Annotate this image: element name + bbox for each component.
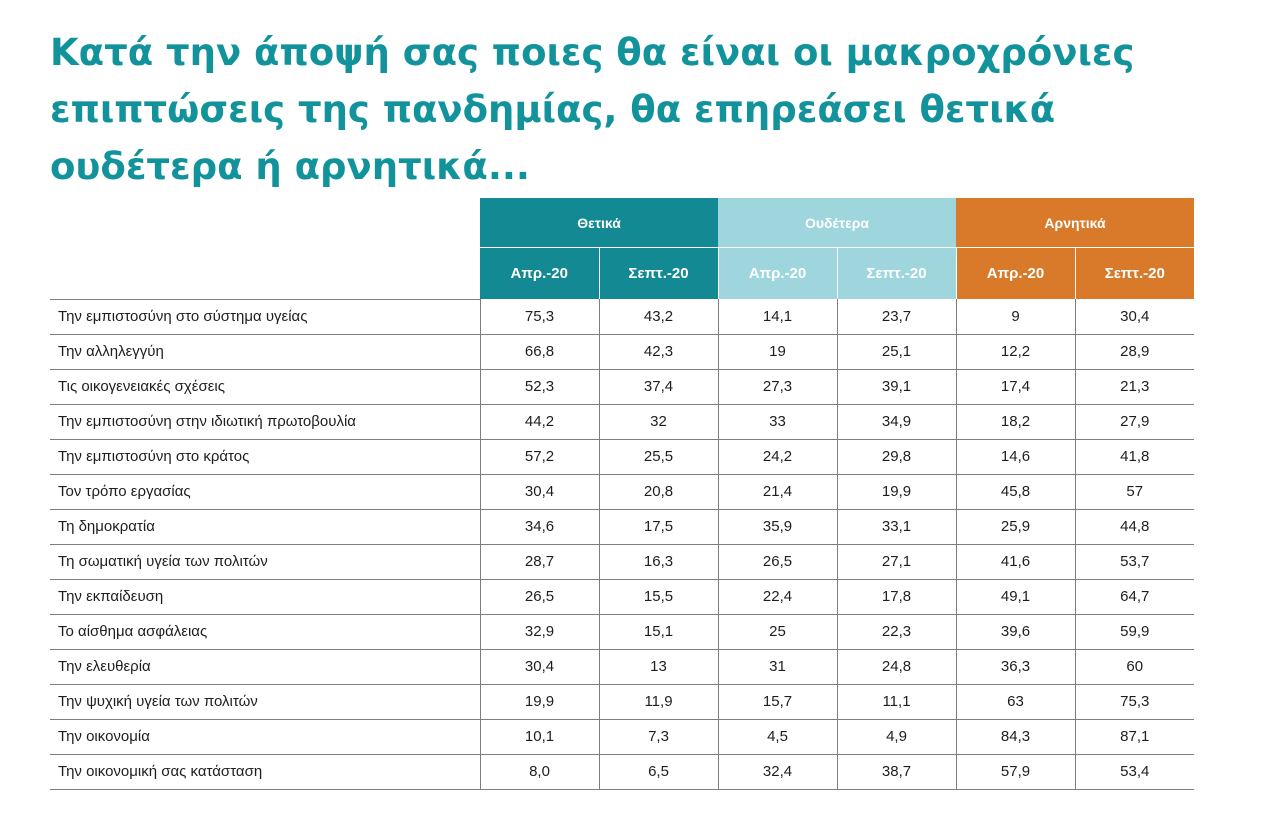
table-row <box>50 579 1194 614</box>
subheader-neutral-apr: Απρ.-20 <box>718 248 837 300</box>
value-cell: 17,4 <box>956 369 1075 404</box>
group-header-negative: Αρνητικά <box>956 198 1194 248</box>
value-cell: 34,6 <box>480 509 599 544</box>
value-cell: 33,1 <box>837 509 956 544</box>
value-cell: 24,8 <box>837 649 956 684</box>
value-cell: 25 <box>718 614 837 649</box>
row-label: Την ψυχική υγεία των πολιτών <box>50 684 480 719</box>
row-label: Το αίσθημα ασφάλειας <box>50 614 480 649</box>
table-row <box>50 649 1194 684</box>
subheader-negative-sep: Σεπτ.-20 <box>1075 248 1194 300</box>
value-cell: 25,9 <box>956 509 1075 544</box>
value-cell: 57,2 <box>480 439 599 474</box>
value-cell: 22,3 <box>837 614 956 649</box>
value-cell: 37,4 <box>599 369 718 404</box>
table-row <box>50 614 1194 649</box>
value-cell: 24,2 <box>718 439 837 474</box>
value-cell: 13 <box>599 649 718 684</box>
value-cell: 22,4 <box>718 579 837 614</box>
value-cell: 14,6 <box>956 439 1075 474</box>
value-cell: 28,7 <box>480 544 599 579</box>
value-cell: 53,7 <box>1075 544 1194 579</box>
value-cell: 39,1 <box>837 369 956 404</box>
value-cell: 36,3 <box>956 649 1075 684</box>
table-row <box>50 509 1194 544</box>
value-cell: 34,9 <box>837 404 956 439</box>
row-label: Την αλληλεγγύη <box>50 334 480 369</box>
value-cell: 29,8 <box>837 439 956 474</box>
subheader-positive-apr: Απρ.-20 <box>480 248 599 300</box>
value-cell: 11,9 <box>599 684 718 719</box>
table-row <box>50 299 1194 334</box>
value-cell: 33 <box>718 404 837 439</box>
value-cell: 26,5 <box>718 544 837 579</box>
table-body <box>50 299 1194 789</box>
value-cell: 15,1 <box>599 614 718 649</box>
value-cell: 30,4 <box>1075 299 1194 334</box>
value-cell: 25,1 <box>837 334 956 369</box>
row-label: Την οικονομία <box>50 719 480 754</box>
value-cell: 45,8 <box>956 474 1075 509</box>
row-label: Την ελευθερία <box>50 649 480 684</box>
table-row <box>50 754 1194 789</box>
value-cell: 30,4 <box>480 474 599 509</box>
value-cell: 27,1 <box>837 544 956 579</box>
value-cell: 26,5 <box>480 579 599 614</box>
value-cell: 52,3 <box>480 369 599 404</box>
value-cell: 27,9 <box>1075 404 1194 439</box>
value-cell: 49,1 <box>956 579 1075 614</box>
value-cell: 9 <box>956 299 1075 334</box>
subheader-neutral-sep: Σεπτ.-20 <box>837 248 956 300</box>
value-cell: 21,3 <box>1075 369 1194 404</box>
value-cell: 17,5 <box>599 509 718 544</box>
value-cell: 20,8 <box>599 474 718 509</box>
value-cell: 75,3 <box>480 299 599 334</box>
value-cell: 8,0 <box>480 754 599 789</box>
value-cell: 28,9 <box>1075 334 1194 369</box>
row-label: Την εμπιστοσύνη στο κράτος <box>50 439 480 474</box>
value-cell: 21,4 <box>718 474 837 509</box>
group-header-positive: Θετικά <box>480 198 718 248</box>
value-cell: 66,8 <box>480 334 599 369</box>
table-row <box>50 684 1194 719</box>
value-cell: 63 <box>956 684 1075 719</box>
row-label: Τον τρόπο εργασίας <box>50 474 480 509</box>
table-row <box>50 544 1194 579</box>
value-cell: 43,2 <box>599 299 718 334</box>
value-cell: 16,3 <box>599 544 718 579</box>
row-label: Τη σωματική υγεία των πολιτών <box>50 544 480 579</box>
value-cell: 60 <box>1075 649 1194 684</box>
row-label: Τη δημοκρατία <box>50 509 480 544</box>
page-title: Κατά την άποψή σας ποιες θα είναι οι μακροχρόνιες επιπτώσεις της πανδημίας, θα επηρεάσει θετικά ουδέτερα ή αρνητικά... <box>50 31 1135 188</box>
value-cell: 10,1 <box>480 719 599 754</box>
value-cell: 87,1 <box>1075 719 1194 754</box>
value-cell: 42,3 <box>599 334 718 369</box>
value-cell: 32 <box>599 404 718 439</box>
value-cell: 11,1 <box>837 684 956 719</box>
value-cell: 6,5 <box>599 754 718 789</box>
value-cell: 19 <box>718 334 837 369</box>
value-cell: 7,3 <box>599 719 718 754</box>
row-label: Τις οικογενειακές σχέσεις <box>50 369 480 404</box>
value-cell: 30,4 <box>480 649 599 684</box>
row-label: Την εμπιστοσύνη στο σύστημα υγείας <box>50 299 480 334</box>
value-cell: 19,9 <box>837 474 956 509</box>
value-cell: 15,5 <box>599 579 718 614</box>
row-label: Την εκπαίδευση <box>50 579 480 614</box>
value-cell: 39,6 <box>956 614 1075 649</box>
value-cell: 4,5 <box>718 719 837 754</box>
table-row <box>50 719 1194 754</box>
value-cell: 84,3 <box>956 719 1075 754</box>
value-cell: 44,2 <box>480 404 599 439</box>
table-row <box>50 369 1194 404</box>
value-cell: 35,9 <box>718 509 837 544</box>
value-cell: 15,7 <box>718 684 837 719</box>
value-cell: 12,2 <box>956 334 1075 369</box>
value-cell: 27,3 <box>718 369 837 404</box>
value-cell: 38,7 <box>837 754 956 789</box>
table-row <box>50 404 1194 439</box>
value-cell: 75,3 <box>1075 684 1194 719</box>
value-cell: 31 <box>718 649 837 684</box>
value-cell: 17,8 <box>837 579 956 614</box>
table-row <box>50 474 1194 509</box>
table-row <box>50 439 1194 474</box>
value-cell: 25,5 <box>599 439 718 474</box>
row-label: Την οικονομική σας κατάσταση <box>50 754 480 789</box>
header-blank <box>50 198 480 248</box>
subheader-negative-apr: Απρ.-20 <box>956 248 1075 300</box>
table-row <box>50 334 1194 369</box>
value-cell: 23,7 <box>837 299 956 334</box>
group-header-neutral: Ουδέτερα <box>718 198 956 248</box>
value-cell: 41,8 <box>1075 439 1194 474</box>
value-cell: 44,8 <box>1075 509 1194 544</box>
value-cell: 53,4 <box>1075 754 1194 789</box>
value-cell: 32,4 <box>718 754 837 789</box>
value-cell: 57,9 <box>956 754 1075 789</box>
row-label: Την εμπιστοσύνη στην ιδιωτική πρωτοβουλία <box>50 404 480 439</box>
subheader-positive-sep: Σεπτ.-20 <box>599 248 718 300</box>
value-cell: 4,9 <box>837 719 956 754</box>
subheader-blank <box>50 248 480 300</box>
value-cell: 19,9 <box>480 684 599 719</box>
value-cell: 18,2 <box>956 404 1075 439</box>
value-cell: 64,7 <box>1075 579 1194 614</box>
value-cell: 59,9 <box>1075 614 1194 649</box>
value-cell: 41,6 <box>956 544 1075 579</box>
results-table <box>50 198 1194 790</box>
value-cell: 57 <box>1075 474 1194 509</box>
value-cell: 32,9 <box>480 614 599 649</box>
value-cell: 14,1 <box>718 299 837 334</box>
